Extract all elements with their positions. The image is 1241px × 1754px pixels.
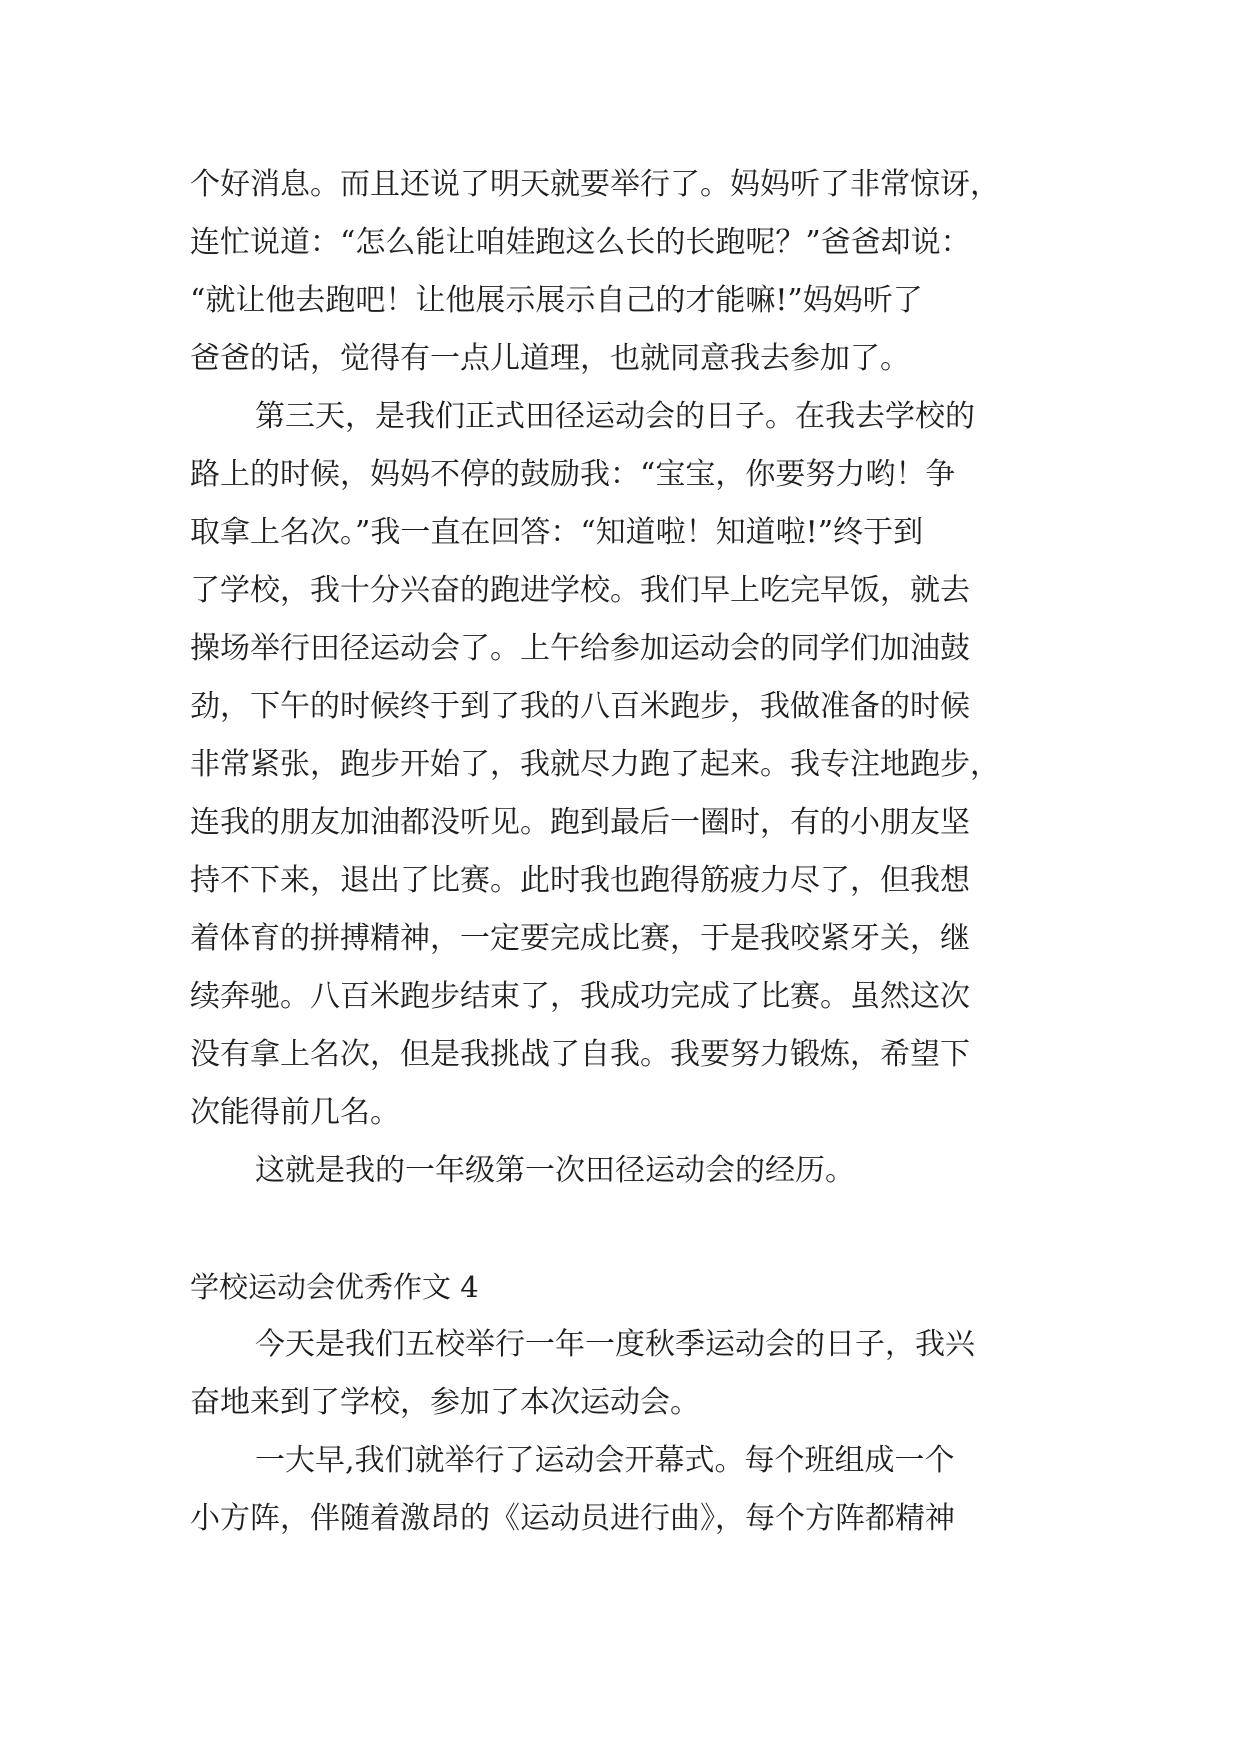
paragraph-line: 操场举行田径运动会了。上午给参加运动会的同学们加油鼓: [190, 631, 970, 666]
paragraph-line: 第三天，是我们正式田径运动会的日子。在我去学校的: [255, 399, 975, 434]
paragraph-line: 次能得前几名。: [190, 1095, 400, 1130]
paragraph-line: 一大早,我们就举行了运动会开幕式。每个班组成一个: [255, 1443, 955, 1478]
paragraph-line: 非常紧张，跑步开始了，我就尽力跑了起来。我专注地跑步，: [190, 747, 1000, 782]
paragraph-line: 没有拿上名次，但是我挑战了自我。我要努力锻炼，希望下: [190, 1037, 970, 1072]
paragraph-line: 连我的朋友加油都没听见。跑到最后一圈时，有的小朋友坚: [190, 805, 970, 840]
section-heading: 学校运动会优秀作文 4: [190, 1270, 479, 1304]
paragraph-line: 路上的时候，妈妈不停的鼓励我：“宝宝，你要努力哟！争: [190, 457, 956, 492]
paragraph-line: 个好消息。而且还说了明天就要举行了。妈妈听了非常惊讶，: [190, 167, 1000, 202]
paragraph-line: 这就是我的一年级第一次田径运动会的经历。: [255, 1153, 855, 1188]
paragraph-line: 续奔驰。八百米跑步结束了，我成功完成了比赛。虽然这次: [190, 979, 970, 1014]
paragraph-line: 取拿上名次。”我一直在回答：“知道啦！知道啦!”终于到: [190, 515, 924, 550]
paragraph-line: 劲，下午的时候终于到了我的八百米跑步，我做准备的时候: [190, 689, 970, 724]
paragraph-line: 今天是我们五校举行一年一度秋季运动会的日子，我兴: [255, 1327, 975, 1362]
paragraph-line: 连忙说道：“怎么能让咱娃跑这么长的长跑呢？”爸爸却说：: [190, 225, 971, 260]
paragraph-line: 爸爸的话，觉得有一点儿道理，也就同意我去参加了。: [190, 341, 910, 376]
paragraph-line: “就让他去跑吧！让他展示展示自己的才能嘛!”妈妈听了: [190, 283, 923, 318]
paragraph-line: 奋地来到了学校，参加了本次运动会。: [190, 1385, 700, 1420]
paragraph-line: 持不下来，退出了比赛。此时我也跑得筋疲力尽了，但我想: [190, 863, 970, 898]
paragraph-line: 着体育的拼搏精神，一定要完成比赛，于是我咬紧牙关，继: [190, 921, 970, 956]
paragraph-line: 了学校，我十分兴奋的跑进学校。我们早上吃完早饭，就去: [190, 573, 970, 608]
paragraph-line: 小方阵，伴随着激昂的《运动员进行曲》，每个方阵都精神: [190, 1501, 955, 1536]
